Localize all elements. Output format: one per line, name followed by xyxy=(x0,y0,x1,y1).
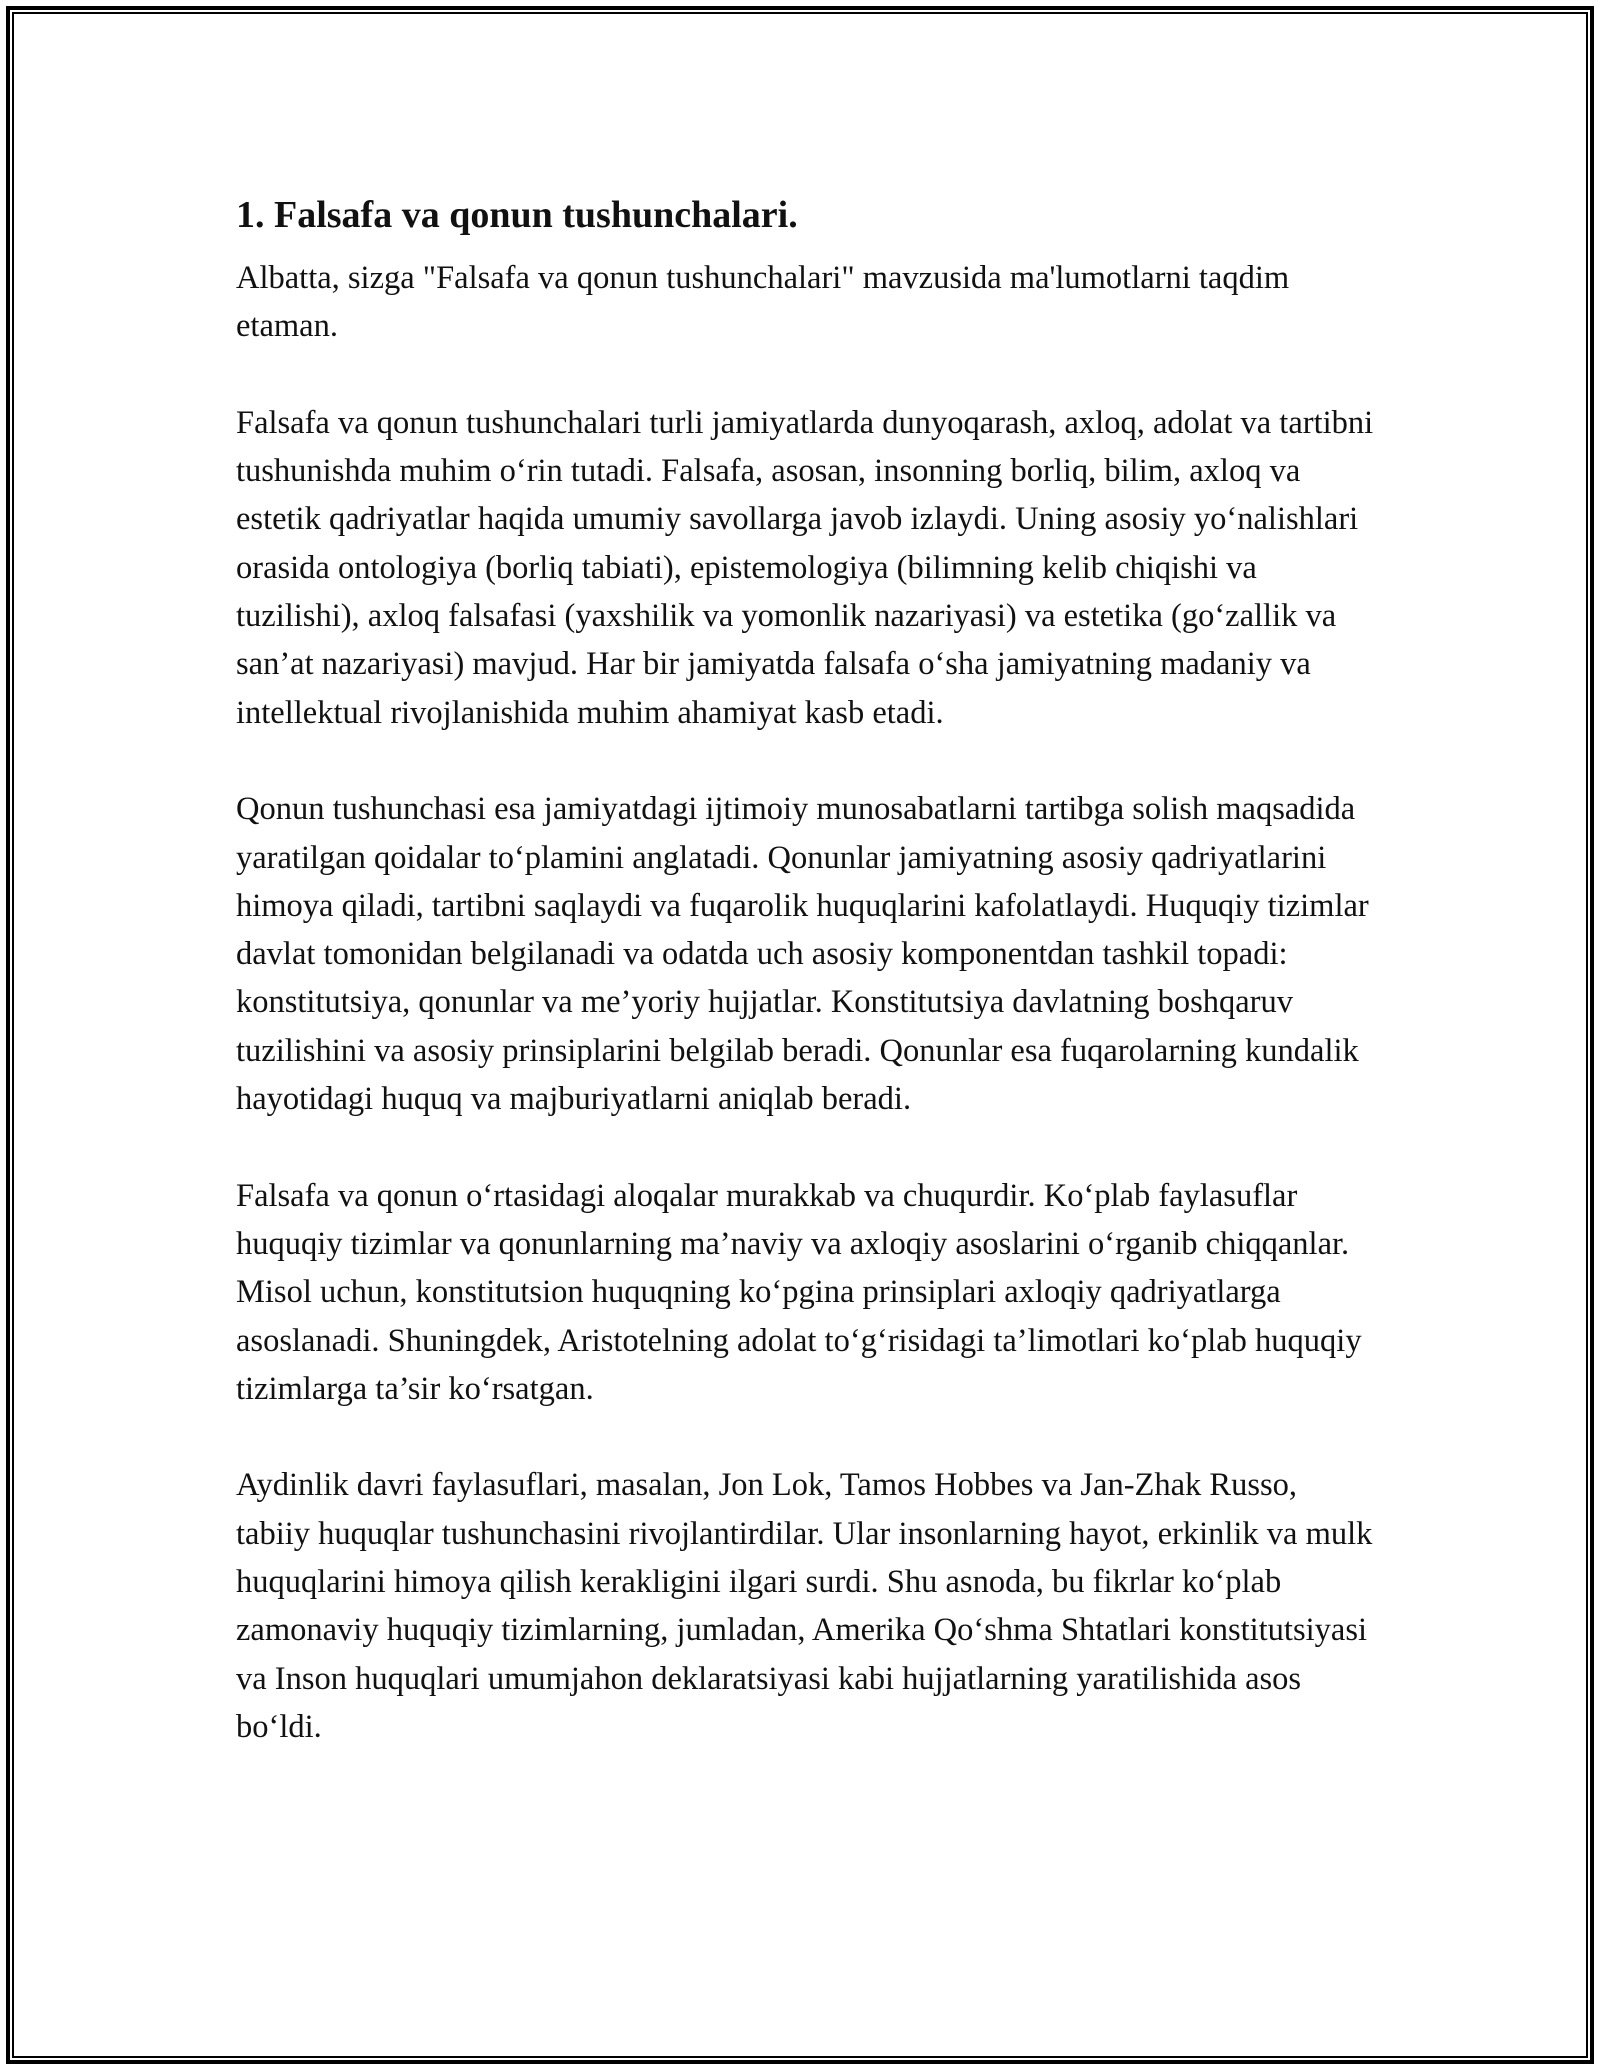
paragraph-enlightenment: Aydinlik davri faylasuflari, masalan, Jon Lok, Tamos Hobbes va Jan-Zhak Russo, tabiiy huquqlar tushunchasini rivojlantirdilar. Ular insonlarning hayot, erkinlik va mulk huquqlarini himoya qilish kerakligini ilgari surdi. Shu asnoda, bu fikrlar ko‘plab zamonaviy huquqiy tizimlarning, jumladan, Amerika Qo‘shma Shtatlari konstitutsiyasi va Inson huquqlari umumjahon deklaratsiyasi kabi hujjatlarning yaratilishida asos bo‘ldi. xyxy=(236,1467,1373,1745)
paragraph-relation: Falsafa va qonun o‘rtasidagi aloqalar murakkab va chuqurdir. Ko‘plab faylasuflar huquqiy tizimlar va qonunlarning ma’naviy va axloqiy asoslarini o‘rganib chiqqanlar. Misol uchun, konstitutsion huquqning ko‘pgina prinsiplari axloqiy qadriyatlarga asoslanadi. Shuningdek, Aristotelning adolat to‘g‘risidagi ta’limotlari ko‘plab huquqiy tizimlarga ta’sir ko‘rsatgan. xyxy=(236,1177,1362,1407)
document-title: 1. Falsafa va qonun tushunchalari. xyxy=(236,194,798,236)
paragraph-philosophy: Falsafa va qonun tushunchalari turli jamiyatlarda dunyoqarash, axloq, adolat va tartibni tushunishda muhim o‘rin tutadi. Falsafa, asosan, insonning borliq, bilim, axloq va estetik qadriyatlar haqida umumiy savollarga javob izlaydi. Uning asosiy yo‘nalishlari orasida ontologiya (borliq tabiati), epistemologiya (bilimning kelib chiqishi va tuzilishi), axloq falsafasi (yaxshilik va yomonlik nazariyasi) va estetika (go‘zallik va san’at nazariyasi) mavjud. Har bir jamiyatda falsafa o‘sha jamiyatning madaniy va intellektual rivojlanishida muhim ahamiyat kasb etadi. xyxy=(236,404,1374,731)
paragraph-law: Qonun tushunchasi esa jamiyatdagi ijtimoiy munosabatlarni tartibga solish maqsadida yaratilgan qoidalar to‘plamini anglatadi. Qonunlar jamiyatning asosiy qadriyatlarini himoya qiladi, tartibni saqlaydi va fuqarolik huquqlarini kafolatlaydi. Huquqiy tizimlar davlat tomonidan belgilanadi va odatda uch asosiy komponentdan tashkil topadi: konstitutsiya, qonunlar va me’yoriy hujjatlar. Konstitutsiya davlatning boshqaruv tuzilishini va asosiy prinsiplarini belgilab beradi. Qonunlar esa fuqarolarning kundalik hayotidagi huquq va majburiyatlarni aniqlab beradi. xyxy=(236,791,1369,1118)
paragraph-intro: Albatta, sizga "Falsafa va qonun tushunchalari" mavzusida ma'lumotlarni taqdim etaman. xyxy=(236,260,1290,345)
document-body xyxy=(236,186,1376,1800)
